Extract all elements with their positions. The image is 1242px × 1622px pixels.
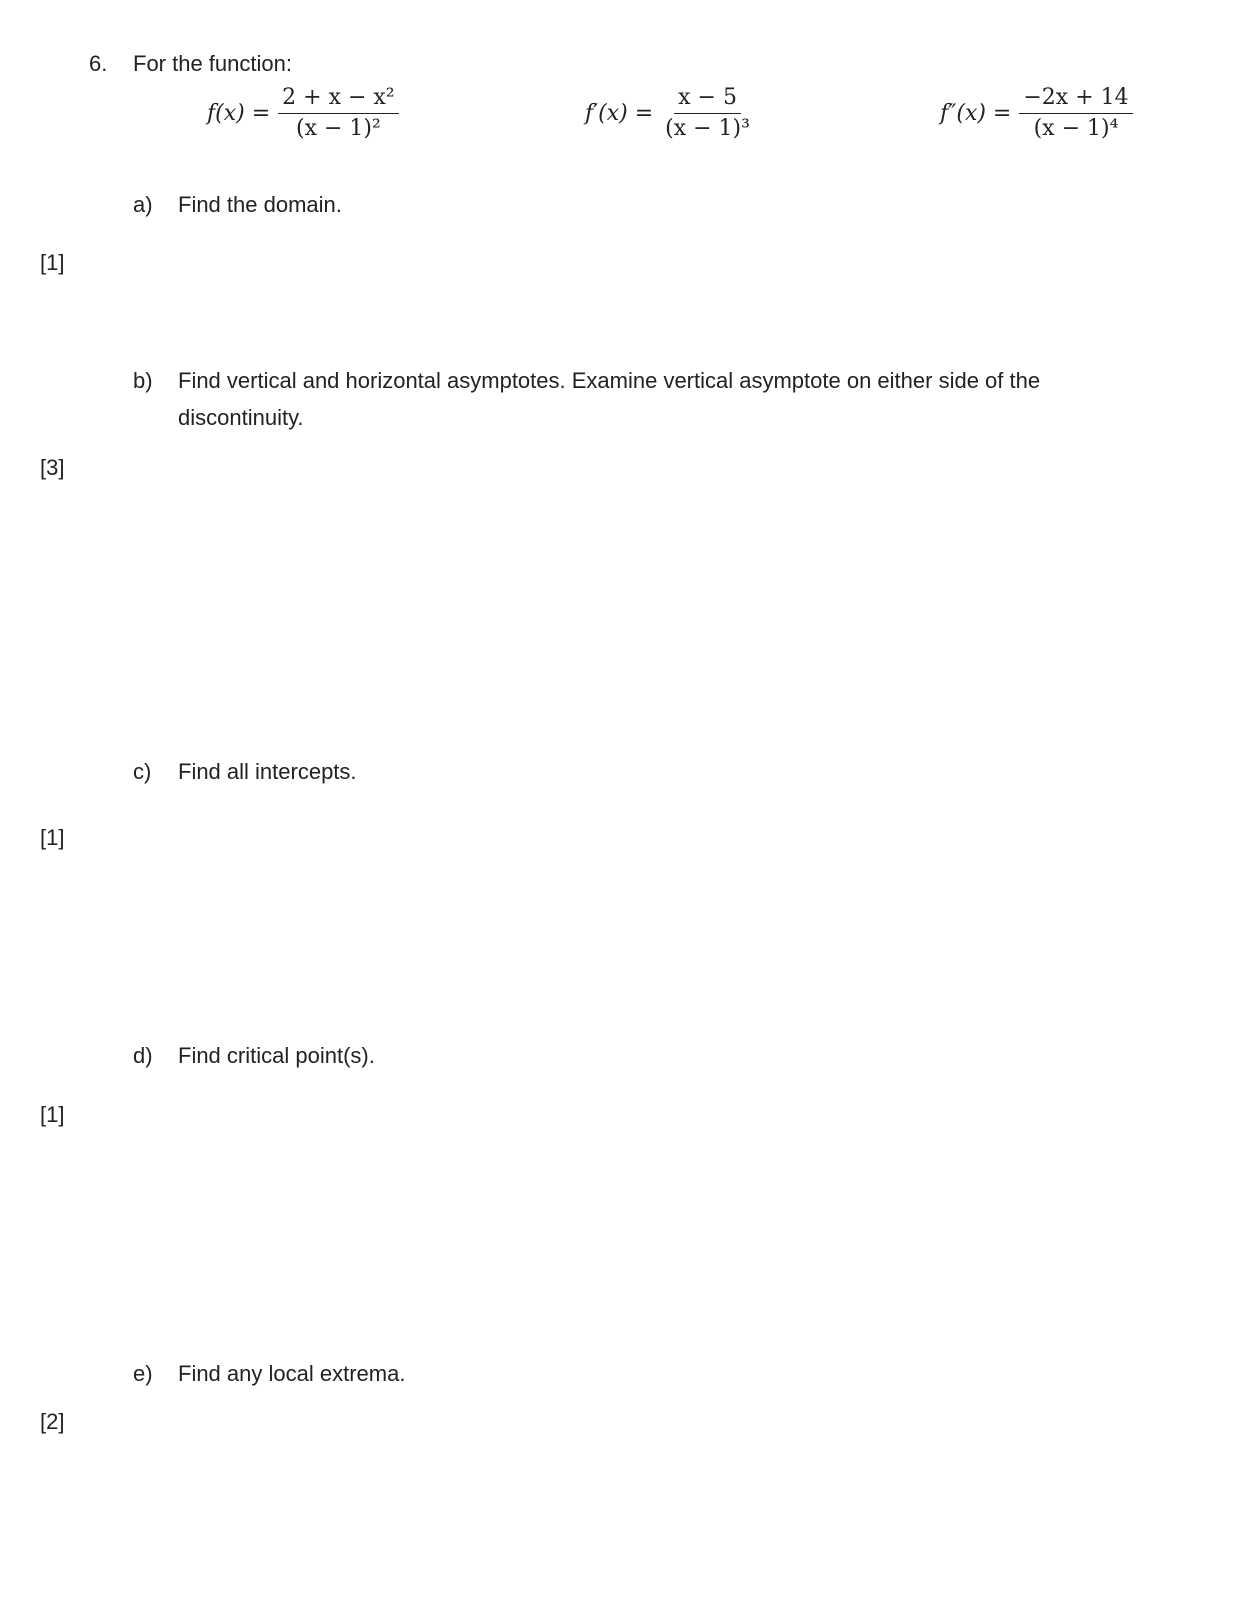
fraction-numerator: x − 5 [674, 83, 741, 114]
fraction-numerator: 2 + x − x² [278, 83, 398, 114]
fraction-numerator: −2x + 14 [1019, 83, 1132, 114]
part-e-text: Find any local extrema. [178, 1361, 406, 1386]
part-e-label: e) [133, 1361, 153, 1386]
part-c-text: Find all intercepts. [178, 759, 357, 784]
part-b-text: Find vertical and horizontal asymptotes. Examine vertical asymptote on either side of the [178, 368, 1041, 393]
part-b-text-continued: discontinuity. [178, 405, 304, 430]
part-c-label: c) [133, 759, 152, 784]
part-e-marks: [2] [40, 1409, 65, 1434]
fraction-denominator: (x − 1)⁴ [1033, 116, 1119, 141]
part-a-text: Find the domain. [178, 192, 342, 217]
fraction-denominator: (x − 1)³ [665, 116, 750, 141]
part-a-label: a) [133, 192, 153, 217]
equation-f [207, 83, 399, 144]
equation-lhs: f(x) = [207, 101, 271, 126]
part-b-label: b) [133, 368, 153, 393]
question-intro: For the function: [133, 51, 292, 76]
equation-f-double-prime [940, 83, 1133, 144]
part-a-marks: [1] [40, 250, 65, 275]
equation-lhs: f″(x) = [940, 101, 1012, 126]
part-b-marks: [3] [40, 455, 65, 480]
fraction-denominator: (x − 1)² [295, 116, 381, 141]
fraction [661, 83, 754, 144]
equation-f-prime [585, 83, 754, 144]
part-d-label: d) [133, 1043, 153, 1068]
part-d-text: Find critical point(s). [178, 1043, 375, 1068]
equation-lhs: f′(x) = [585, 101, 654, 126]
fraction [1019, 83, 1132, 144]
fraction [278, 83, 398, 144]
part-d-marks: [1] [40, 1102, 65, 1127]
question-number: 6. [89, 51, 108, 76]
part-c-marks: [1] [40, 825, 65, 850]
